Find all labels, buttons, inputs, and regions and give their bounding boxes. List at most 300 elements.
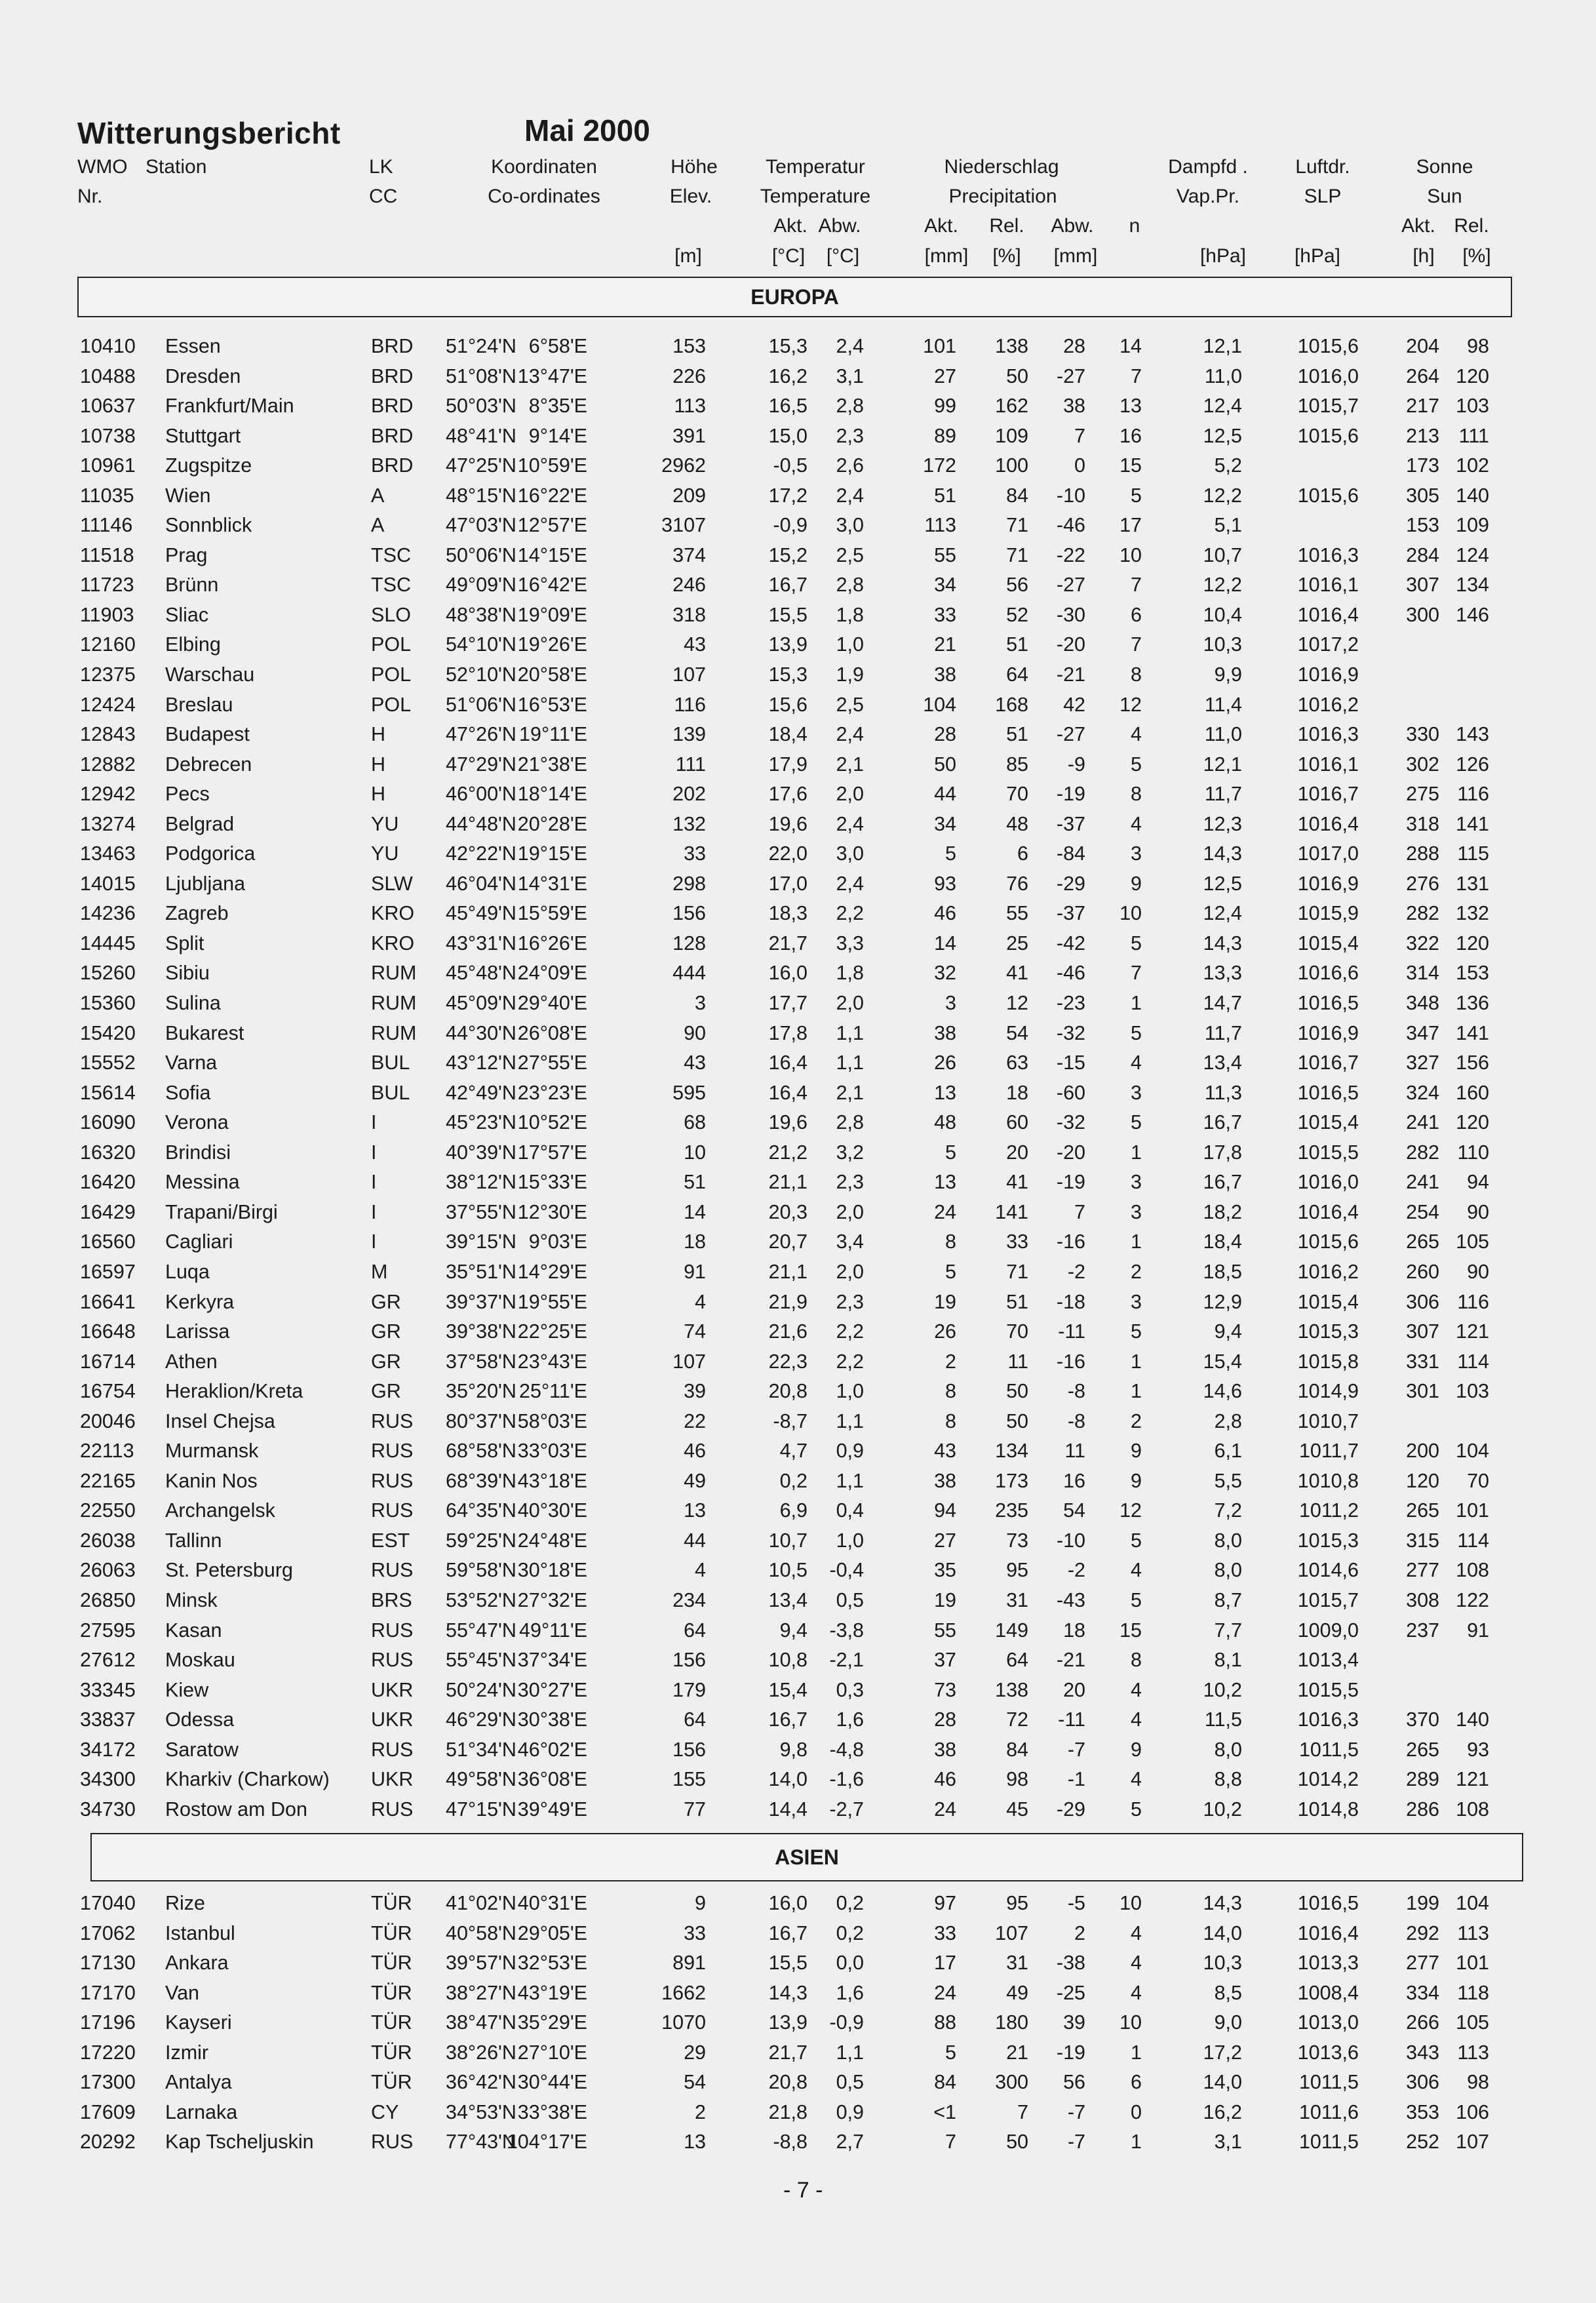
cell-elevation: 234 — [672, 1588, 706, 1611]
cell-temp-abw: 1,0 — [836, 1380, 864, 1403]
cell-prec-akt: 34 — [934, 574, 956, 597]
cell-longitude: 19°11'E — [519, 723, 587, 746]
cell-temp-abw: 2,4 — [836, 335, 864, 357]
cell-country: KRO — [371, 902, 415, 925]
cell-latitude: 55°45'N — [446, 1649, 516, 1672]
cell-vapour-pressure: 16,2 — [1203, 2100, 1242, 2123]
cell-country: UKR — [371, 1678, 414, 1701]
cell-longitude: 33°38'E — [517, 2100, 587, 2123]
table-row — [0, 1348, 1596, 1378]
cell-wmo-nr: 15552 — [80, 1052, 136, 1074]
cell-country: GR — [371, 1350, 401, 1373]
cell-vapour-pressure: 11,5 — [1204, 1708, 1242, 1731]
cell-sea-level-pressure: 1016,6 — [1297, 962, 1359, 985]
cell-prec-n: 9 — [1131, 1469, 1142, 1492]
cell-vapour-pressure: 9,4 — [1214, 1320, 1242, 1343]
cell-prec-n: 16 — [1119, 424, 1142, 447]
cell-temp-abw: 1,1 — [836, 1409, 864, 1432]
cell-temp-akt: 20,8 — [768, 2071, 808, 2094]
cell-elevation: 46 — [684, 1440, 706, 1463]
cell-sun-rel: 113 — [1457, 2041, 1489, 2064]
cell-temp-abw: 3,2 — [836, 1141, 864, 1164]
cell-temp-abw: -2,7 — [829, 1798, 864, 1821]
cell-prec-abw: -27 — [1056, 364, 1085, 387]
cell-latitude: 53°52'N — [446, 1588, 516, 1611]
cell-longitude: 30°18'E — [517, 1559, 587, 1582]
cell-prec-abw: -7 — [1067, 1738, 1085, 1761]
cell-longitude: 17°57'E — [517, 1141, 587, 1164]
cell-temp-abw: 1,1 — [836, 1052, 864, 1074]
cell-sun-rel: 121 — [1456, 1768, 1489, 1791]
cell-elevation: 139 — [672, 723, 706, 746]
cell-sun-rel: 116 — [1457, 783, 1489, 806]
table-row — [0, 571, 1596, 601]
cell-longitude: 36°08'E — [517, 1768, 587, 1791]
cell-sea-level-pressure: 1015,6 — [1297, 424, 1359, 447]
cell-wmo-nr: 16641 — [80, 1290, 136, 1313]
cell-wmo-nr: 17609 — [80, 2100, 136, 2123]
cell-elevation: 10 — [684, 1141, 706, 1164]
cell-vapour-pressure: 8,0 — [1214, 1529, 1242, 1552]
cell-temp-akt: 18,3 — [768, 902, 808, 925]
table-row — [0, 720, 1596, 751]
cell-prec-n: 10 — [1119, 2011, 1142, 2034]
cell-vapour-pressure: 10,2 — [1203, 1678, 1242, 1701]
cell-wmo-nr: 10961 — [80, 454, 136, 477]
cell-wmo-nr: 15614 — [80, 1081, 136, 1104]
cell-prec-abw: -19 — [1056, 783, 1085, 806]
table-row — [0, 899, 1596, 930]
cell-longitude: 58°03'E — [517, 1409, 587, 1432]
cell-sea-level-pressure: 1015,3 — [1297, 1320, 1359, 1343]
cell-longitude: 30°27'E — [517, 1678, 587, 1701]
cell-prec-akt: 101 — [923, 335, 956, 357]
cell-prec-abw: -46 — [1056, 514, 1085, 537]
cell-latitude: 39°37'N — [446, 1290, 516, 1313]
cell-temp-akt: -8,8 — [773, 2131, 808, 2154]
cell-vapour-pressure: 10,3 — [1203, 1952, 1242, 1975]
cell-prec-abw: -19 — [1056, 1171, 1085, 1194]
cell-longitude: 9°03'E — [528, 1230, 587, 1253]
cell-country: UKR — [371, 1768, 414, 1791]
cell-elevation: 51 — [684, 1171, 706, 1194]
cell-longitude: 15°59'E — [517, 902, 587, 925]
col-station: Station — [146, 156, 207, 178]
cell-prec-n: 10 — [1119, 1892, 1142, 1914]
cell-station: Ankara — [165, 1952, 229, 1975]
cell-country: KRO — [371, 932, 415, 955]
cell-temp-akt: 9,8 — [779, 1738, 808, 1761]
cell-vapour-pressure: 10,2 — [1203, 1798, 1242, 1821]
cell-prec-abw: -60 — [1056, 1081, 1085, 1104]
cell-prec-rel: 6 — [1017, 842, 1028, 865]
cell-station: Trapani/Birgi — [165, 1200, 278, 1223]
cell-station: Kerkyra — [165, 1290, 235, 1313]
cell-sun-akt: 318 — [1406, 812, 1439, 835]
cell-elevation: 111 — [675, 753, 706, 776]
table-row — [0, 1318, 1596, 1348]
cell-prec-rel: 162 — [995, 395, 1028, 418]
cell-vapour-pressure: 12,1 — [1203, 753, 1242, 776]
cell-prec-n: 5 — [1131, 1111, 1142, 1134]
cell-prec-abw: -1 — [1067, 1768, 1085, 1791]
cell-station: Brünn — [165, 574, 219, 597]
cell-latitude: 45°23'N — [446, 1111, 516, 1134]
cell-prec-rel: 70 — [1006, 783, 1028, 806]
cell-sun-akt: 241 — [1406, 1171, 1439, 1194]
cell-sea-level-pressure: 1015,6 — [1297, 484, 1359, 507]
table-row — [0, 1437, 1596, 1467]
cell-prec-rel: 50 — [1006, 2131, 1028, 2154]
cell-vapour-pressure: 12,3 — [1203, 812, 1242, 835]
cell-temp-abw: 2,5 — [836, 543, 864, 566]
cell-sun-akt: 314 — [1406, 962, 1439, 985]
cell-sun-akt: 282 — [1406, 902, 1439, 925]
cell-prec-n: 3 — [1131, 842, 1142, 865]
cell-wmo-nr: 14236 — [80, 902, 136, 925]
cell-sun-akt: 292 — [1406, 1921, 1439, 1944]
cell-sun-rel: 141 — [1456, 1021, 1489, 1044]
cell-elevation: 74 — [684, 1320, 706, 1343]
table-row — [0, 1079, 1596, 1109]
cell-prec-rel: 84 — [1006, 1738, 1028, 1761]
cell-sea-level-pressure: 1011,5 — [1298, 2071, 1359, 2094]
cell-prec-n: 4 — [1131, 1708, 1142, 1731]
col-precipitation: Precipitation — [948, 186, 1057, 207]
cell-longitude: 21°38'E — [517, 753, 587, 776]
cell-temp-abw: 1,0 — [836, 1529, 864, 1552]
cell-vapour-pressure: 13,3 — [1203, 962, 1242, 985]
cell-vapour-pressure: 17,2 — [1203, 2041, 1242, 2064]
cell-country: POL — [371, 633, 412, 656]
cell-temp-abw: 3,0 — [836, 842, 864, 865]
cell-prec-rel: 138 — [995, 1678, 1028, 1701]
cell-vapour-pressure: 12,9 — [1203, 1290, 1242, 1313]
cell-longitude: 49°11'E — [519, 1619, 587, 1642]
cell-prec-abw: 0 — [1074, 454, 1085, 477]
cell-latitude: 48°41'N — [446, 424, 516, 447]
col-temp-unit-akt: [°C] — [771, 245, 806, 267]
europa-table — [0, 332, 1596, 1825]
cell-prec-abw: -15 — [1056, 1052, 1085, 1074]
cell-latitude: 50°24'N — [446, 1678, 516, 1701]
cell-sun-rel: 136 — [1456, 992, 1489, 1015]
cell-country: BRD — [371, 335, 414, 357]
cell-vapour-pressure: 16,7 — [1203, 1111, 1242, 1134]
cell-longitude: 32°53'E — [517, 1952, 587, 1975]
cell-prec-abw: -25 — [1056, 1981, 1085, 2004]
cell-longitude: 26°08'E — [517, 1021, 587, 1044]
cell-wmo-nr: 17040 — [80, 1892, 136, 1914]
cell-elevation: 209 — [672, 484, 706, 507]
cell-prec-abw: 7 — [1074, 424, 1085, 447]
cell-country: GR — [371, 1320, 401, 1343]
cell-sea-level-pressure: 1016,0 — [1297, 1171, 1359, 1194]
cell-prec-abw: 39 — [1063, 2011, 1085, 2034]
cell-sea-level-pressure: 1013,0 — [1297, 2011, 1359, 2034]
cell-latitude: 46°29'N — [446, 1708, 516, 1731]
cell-prec-n: 9 — [1131, 872, 1142, 895]
cell-sea-level-pressure: 1016,1 — [1297, 753, 1359, 776]
cell-station: Varna — [165, 1052, 218, 1074]
cell-prec-rel: 21 — [1006, 2041, 1028, 2064]
cell-temp-abw: 1,8 — [836, 603, 864, 626]
cell-sun-rel: 146 — [1456, 603, 1489, 626]
cell-prec-n: 15 — [1119, 454, 1142, 477]
cell-temp-akt: 15,4 — [768, 1678, 808, 1701]
cell-temp-akt: 15,3 — [768, 335, 808, 357]
cell-prec-abw: -19 — [1056, 2041, 1085, 2064]
cell-prec-abw: -2 — [1067, 1559, 1085, 1582]
cell-prec-n: 3 — [1131, 1200, 1142, 1223]
cell-temp-abw: 0,5 — [836, 2071, 864, 2094]
cell-prec-n: 6 — [1131, 603, 1142, 626]
cell-prec-akt: 26 — [934, 1052, 956, 1074]
cell-latitude: 64°35'N — [446, 1499, 516, 1522]
cell-prec-rel: 72 — [1006, 1708, 1028, 1731]
cell-prec-rel: 134 — [995, 1440, 1028, 1463]
cell-elevation: 179 — [672, 1678, 706, 1701]
cell-temp-abw: -3,8 — [829, 1619, 864, 1642]
report-title: Witterungsbericht — [77, 116, 341, 150]
cell-vapour-pressure: 12,2 — [1203, 484, 1242, 507]
table-row — [0, 422, 1596, 452]
cell-sun-akt: 217 — [1406, 395, 1439, 418]
col-prec-unit-abw: [mm] — [1053, 245, 1098, 267]
cell-country: CY — [371, 2100, 399, 2123]
table-row — [0, 2009, 1596, 2039]
cell-latitude: 35°20'N — [446, 1380, 516, 1403]
cell-sun-akt: 213 — [1406, 424, 1439, 447]
cell-prec-rel: 41 — [1006, 1171, 1028, 1194]
cell-sea-level-pressure: 1016,9 — [1297, 872, 1359, 895]
cell-wmo-nr: 11903 — [80, 603, 134, 626]
cell-country: RUS — [371, 1798, 414, 1821]
cell-station: Elbing — [165, 633, 221, 656]
cell-sea-level-pressure: 1015,4 — [1297, 1290, 1359, 1313]
cell-prec-n: 4 — [1131, 812, 1142, 835]
cell-station: Rostow am Don — [165, 1798, 307, 1821]
cell-vapour-pressure: 11,7 — [1204, 1021, 1242, 1044]
cell-sun-akt: 343 — [1406, 2041, 1439, 2064]
table-row — [0, 1736, 1596, 1766]
cell-temp-akt: 10,8 — [768, 1649, 808, 1672]
cell-sea-level-pressure: 1014,8 — [1297, 1798, 1359, 1821]
cell-elevation: 39 — [684, 1380, 706, 1403]
cell-vapour-pressure: 14,3 — [1203, 842, 1242, 865]
cell-prec-n: 3 — [1131, 1081, 1142, 1104]
cell-temp-abw: 0,3 — [836, 1678, 864, 1701]
cell-sun-akt: 200 — [1406, 1440, 1439, 1463]
cell-temp-abw: 0,2 — [836, 1892, 864, 1914]
cell-wmo-nr: 33345 — [80, 1678, 136, 1701]
cell-sea-level-pressure: 1016,5 — [1297, 1892, 1359, 1914]
cell-prec-abw: -84 — [1056, 842, 1085, 865]
cell-prec-n: 3 — [1131, 1290, 1142, 1313]
col-niederschlag: Niederschlag — [944, 156, 1059, 178]
cell-station: Kanin Nos — [165, 1469, 258, 1492]
cell-station: Murmansk — [165, 1440, 259, 1463]
cell-prec-n: 5 — [1131, 1320, 1142, 1343]
cell-sea-level-pressure: 1016,4 — [1297, 812, 1359, 835]
cell-sea-level-pressure: 1011,2 — [1298, 1499, 1359, 1522]
cell-temp-akt: 9,4 — [779, 1619, 808, 1642]
cell-country: SLW — [371, 872, 413, 895]
cell-elevation: 18 — [684, 1230, 706, 1253]
cell-prec-akt: 84 — [934, 2071, 956, 2094]
cell-prec-abw: -43 — [1056, 1588, 1085, 1611]
cell-wmo-nr: 17220 — [80, 2041, 136, 2064]
cell-temp-akt: 19,6 — [768, 812, 808, 835]
table-row — [0, 2128, 1596, 2158]
cell-vapour-pressure: 8,0 — [1214, 1559, 1242, 1582]
cell-sea-level-pressure: 1015,3 — [1297, 1529, 1359, 1552]
cell-temp-akt: 21,6 — [768, 1320, 808, 1343]
cell-sea-level-pressure: 1015,5 — [1297, 1141, 1359, 1164]
cell-wmo-nr: 12375 — [80, 663, 136, 686]
cell-vapour-pressure: 5,2 — [1214, 454, 1242, 477]
cell-sun-rel: 104 — [1456, 1892, 1489, 1914]
cell-temp-akt: 4,7 — [779, 1440, 808, 1463]
table-row — [0, 2098, 1596, 2129]
cell-sun-akt: 308 — [1406, 1588, 1439, 1611]
cell-sea-level-pressure: 1016,3 — [1297, 1708, 1359, 1731]
cell-latitude: 77°43'N — [446, 2131, 516, 2154]
col-temp-abw: Abw. — [818, 215, 861, 237]
cell-sun-akt: 173 — [1406, 454, 1439, 477]
cell-wmo-nr: 11146 — [80, 514, 133, 537]
cell-station: Istanbul — [165, 1921, 235, 1944]
table-row — [0, 1109, 1596, 1139]
cell-vapour-pressure: 17,8 — [1203, 1141, 1242, 1164]
cell-latitude: 52°10'N — [446, 663, 516, 686]
cell-temp-abw: 2,0 — [836, 783, 864, 806]
col-hoehe-unit: [m] — [674, 245, 702, 267]
cell-sun-akt: 306 — [1406, 2071, 1439, 2094]
table-row — [0, 1228, 1596, 1258]
cell-elevation: 22 — [684, 1409, 706, 1432]
cell-prec-akt: 94 — [934, 1499, 956, 1522]
cell-elevation: 13 — [684, 2131, 706, 2154]
table-row — [0, 541, 1596, 572]
cell-wmo-nr: 16754 — [80, 1380, 136, 1403]
cell-wmo-nr: 10738 — [80, 424, 136, 447]
cell-vapour-pressure: 15,4 — [1203, 1350, 1242, 1373]
cell-sun-akt: 286 — [1406, 1798, 1439, 1821]
table-row — [0, 1497, 1596, 1527]
cell-sun-rel: 143 — [1456, 723, 1489, 746]
cell-latitude: 42°22'N — [446, 842, 516, 865]
cell-sun-rel: 120 — [1456, 364, 1489, 387]
cell-station: Cagliari — [165, 1230, 233, 1253]
cell-elevation: 156 — [672, 1649, 706, 1672]
cell-sun-rel: 101 — [1456, 1499, 1489, 1522]
cell-sun-akt: 265 — [1406, 1230, 1439, 1253]
cell-station: Prag — [165, 543, 208, 566]
cell-temp-akt: 17,7 — [768, 992, 808, 1015]
cell-sea-level-pressure: 1016,4 — [1297, 1921, 1359, 1944]
cell-prec-n: 5 — [1131, 484, 1142, 507]
asien-table — [0, 1889, 1596, 2158]
cell-elevation: 33 — [684, 842, 706, 865]
cell-prec-rel: 49 — [1006, 1981, 1028, 2004]
cell-temp-abw: -4,8 — [829, 1738, 864, 1761]
cell-sun-rel: 105 — [1456, 1230, 1489, 1253]
cell-wmo-nr: 10410 — [80, 335, 136, 357]
cell-prec-abw: 38 — [1063, 395, 1085, 418]
cell-wmo-nr: 10488 — [80, 364, 136, 387]
cell-temp-abw: 2,6 — [836, 454, 864, 477]
cell-sea-level-pressure: 1014,9 — [1297, 1380, 1359, 1403]
cell-wmo-nr: 17130 — [80, 1952, 136, 1975]
table-row — [0, 1586, 1596, 1617]
cell-sun-akt: 331 — [1406, 1350, 1439, 1373]
cell-prec-n: 1 — [1131, 1141, 1142, 1164]
cell-sea-level-pressure: 1014,2 — [1297, 1768, 1359, 1791]
cell-sun-akt: 264 — [1406, 364, 1439, 387]
col-prec-akt: Akt. — [924, 215, 958, 237]
cell-station: Sonnblick — [165, 514, 252, 537]
cell-country: RUM — [371, 1021, 417, 1044]
cell-latitude: 37°55'N — [446, 1200, 516, 1223]
cell-vapour-pressure: 5,1 — [1214, 514, 1242, 537]
cell-sun-akt: 252 — [1406, 2131, 1439, 2154]
cell-elevation: 391 — [672, 424, 706, 447]
cell-country: YU — [371, 812, 399, 835]
col-dampfdruck: Dampfd . — [1168, 156, 1248, 178]
cell-prec-akt: 172 — [923, 454, 956, 477]
cell-elevation: 29 — [684, 2041, 706, 2064]
cell-elevation: 3 — [695, 992, 706, 1015]
col-temperatur: Temperatur — [766, 156, 865, 178]
cell-temp-abw: 1,0 — [836, 633, 864, 656]
cell-longitude: 24°48'E — [517, 1529, 587, 1552]
table-row — [0, 751, 1596, 781]
cell-prec-akt: 5 — [945, 2041, 956, 2064]
cell-latitude: 48°38'N — [446, 603, 516, 626]
col-sun-rel: Rel. — [1454, 215, 1489, 237]
cell-prec-n: 1 — [1131, 2131, 1142, 2154]
cell-prec-rel: 98 — [1006, 1768, 1028, 1791]
cell-temp-abw: 2,4 — [836, 723, 864, 746]
cell-temp-abw: 2,2 — [836, 902, 864, 925]
cell-vapour-pressure: 12,4 — [1203, 395, 1242, 418]
cell-sea-level-pressure: 1011,5 — [1298, 1738, 1359, 1761]
cell-wmo-nr: 26063 — [80, 1559, 136, 1582]
cell-wmo-nr: 27595 — [80, 1619, 136, 1642]
cell-sun-akt: 277 — [1406, 1952, 1439, 1975]
col-prec-n: n — [1129, 215, 1140, 237]
cell-prec-abw: -30 — [1056, 603, 1085, 626]
cell-wmo-nr: 11035 — [80, 484, 134, 507]
cell-longitude: 19°15'E — [517, 842, 587, 865]
cell-prec-n: 4 — [1131, 1952, 1142, 1975]
cell-elevation: 107 — [672, 663, 706, 686]
cell-temp-abw: 2,4 — [836, 812, 864, 835]
cell-station: Debrecen — [165, 753, 252, 776]
cell-station: Belgrad — [165, 812, 235, 835]
table-row — [0, 870, 1596, 900]
cell-sun-akt: 307 — [1406, 574, 1439, 597]
cell-sun-rel: 98 — [1467, 2071, 1489, 2094]
cell-prec-abw: -46 — [1056, 962, 1085, 985]
cell-wmo-nr: 17170 — [80, 1981, 136, 2004]
cell-vapour-pressure: 8,1 — [1214, 1649, 1242, 1672]
cell-latitude: 46°04'N — [446, 872, 516, 895]
cell-prec-rel: 73 — [1006, 1529, 1028, 1552]
cell-country: BRD — [371, 424, 414, 447]
cell-prec-akt: 27 — [934, 364, 956, 387]
